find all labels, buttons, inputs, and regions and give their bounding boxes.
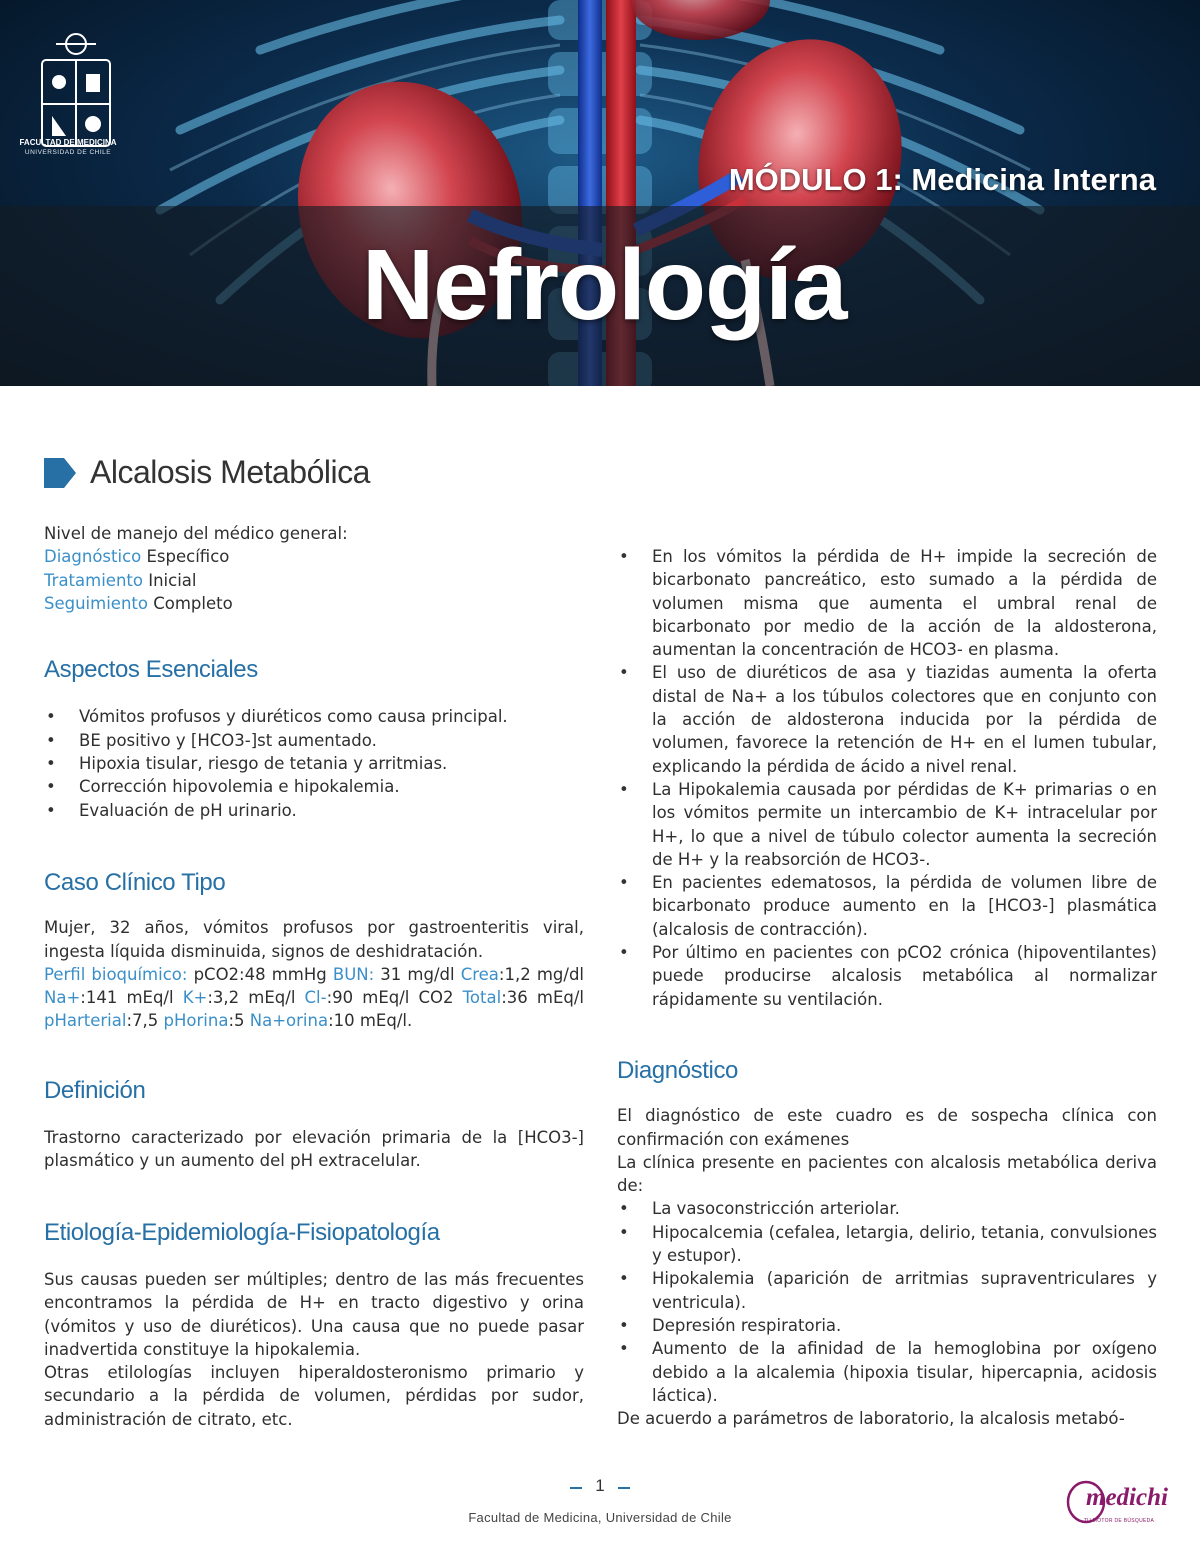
- module-label: MÓDULO 1: Medicina Interna: [728, 162, 1156, 197]
- diagnostico-p3: De acuerdo a parámetros de laboratorio, la alcalosis metabó-: [617, 1409, 1125, 1429]
- list-item: • Hipoxia tisular, riesgo de tetania y arritmias.: [44, 752, 584, 775]
- diagnostico-heading: Diagnóstico: [617, 1056, 739, 1084]
- medichi-tagline: TU MOTOR DE BÚSQUEDA: [1083, 1518, 1155, 1524]
- list-item: • Vómitos profusos y diuréticos como causa principal.: [44, 705, 584, 728]
- etiologia-list: [617, 545, 1157, 1011]
- right-column: [617, 522, 1157, 1430]
- manejo-row: Seguimiento Completo: [44, 593, 233, 613]
- definicion-heading: Definición: [44, 1076, 146, 1104]
- list-item: • Evaluación de pH urinario.: [44, 799, 584, 822]
- section-heading: [44, 454, 370, 491]
- medichi-brand: medichi: [1086, 1484, 1168, 1511]
- logo-text-faculty: FACULTAD DE MEDICINA: [19, 138, 117, 147]
- list-item: • La vasoconstricción arteriolar.: [617, 1197, 1157, 1220]
- aspectos-list: [44, 705, 584, 821]
- etiologia-p1: Sus causas pueden ser múltiples; dentro de las más frecuentes encontramos la pérdida de H+ en tracto digestivo y orina (vómitos y uso de diuréticos). Una causa que no puede pasar inadvertida constituye la hipokalemia.: [44, 1269, 584, 1359]
- diagnostico-p1: El diagnóstico de este cuadro es de sospecha clínica con confirmación con exámenes: [617, 1106, 1157, 1149]
- caso-heading: Caso Clínico Tipo: [44, 868, 226, 896]
- caso-text: Mujer, 32 años, vómitos profusos por gastroenteritis viral, ingesta líquida disminuida, signos de deshidratación.: [44, 918, 584, 961]
- caso-perfil: Perfil bioquímico: pCO2:48 mmHg BUN: 31 mg/dl Crea:1,2 mg/dl Na+:141 mEq/l K+:3,2 mEq/l Cl-:90 mEq/l CO2 Total:36 mEq/l pHarterial:7,5 pHorina:5 Na+orina:10 mEq/l.: [44, 964, 585, 1031]
- list-item: • Aumento de la afinidad de la hemoglobina por oxígeno debido a la alcalemia (hipoxia tisular, hipercapnia, acidosis láctica).: [617, 1337, 1157, 1407]
- page-number: 1: [564, 1476, 636, 1496]
- list-item: • Hipocalcemia (cefalea, letargia, delirio, tetania, convulsiones y estupor).: [617, 1221, 1157, 1268]
- left-column: [44, 522, 584, 1431]
- etiologia-heading: Etiología-Epidemiología-Fisiopatología: [44, 1218, 440, 1246]
- list-item: • Depresión respiratoria.: [617, 1314, 1157, 1337]
- list-item: • El uso de diuréticos de asa y tiazidas aumenta la oferta distal de Na+ a los túbulos colectores que en conjunto con la acción de aldosterona inducida por la pérdida de volumen, favorece la retención de H+ en el lumen tubular, explicando la pérdida de ácido a nivel renal.: [617, 661, 1157, 777]
- list-item: • La Hipokalemia causada por pérdidas de K+ primarias o en los vómitos permite un intercambio de K+ intracelular por H+, lo que a nivel de túbulo colector aumenta la secreción de H+ y la reabsorción de HCO3-.: [617, 778, 1157, 871]
- manejo-intro: Nivel de manejo del médico general:: [44, 524, 348, 543]
- list-item: • En pacientes edematosos, la pérdida de volumen libre de bicarbonato produce aumento en la [HCO3-] plasmática (alcalosis de contracción).: [617, 871, 1157, 941]
- footer-institution: Facultad de Medicina, Universidad de Chile: [468, 1510, 732, 1525]
- diagnostico-p2: La clínica presente en pacientes con alcalosis metabólica deriva de:: [617, 1152, 1157, 1196]
- list-item: • BE positivo y [HCO3-]st aumentado.: [44, 729, 584, 752]
- tag-arrow-icon: [44, 458, 76, 488]
- manejo-row: Tratamiento Inicial: [44, 570, 197, 590]
- section-heading-text: Alcalosis Metabólica: [90, 454, 370, 490]
- aspectos-heading: Aspectos Esenciales: [44, 656, 258, 684]
- list-item: • Hipokalemia (aparición de arritmias supraventriculares y ventricula).: [617, 1267, 1157, 1314]
- definicion-text: Trastorno caracterizado por elevación primaria de la [HCO3-] plasmático y un aumento del pH extracelular.: [44, 1128, 584, 1171]
- logo-text-university: UNIVERSIDAD DE CHILE: [24, 149, 112, 156]
- list-item: • En los vómitos la pérdida de H+ impide la secreción de bicarbonato pancreático, esto sumado a la pérdida de volumen misma que aumenta el umbral renal de bicarbonato por medio de la acción de la aldosterona, aumentan la concentración de HCO3- en plasma.: [617, 545, 1157, 661]
- list-item: • Corrección hipovolemia e hipokalemia.: [44, 775, 584, 798]
- diagnostico-list: [617, 1197, 1157, 1407]
- list-item: • Por último en pacientes con pCO2 crónica (hipoventilantes) puede producirse alcalosis metabólica al normalizar rápidamente su ventilación.: [617, 941, 1157, 1011]
- header-banner: [0, 0, 1200, 386]
- manejo-row: Diagnóstico Específico: [44, 547, 230, 567]
- page-title: Nefrología: [362, 229, 847, 341]
- etiologia-p2: Otras etilologías incluyen hiperaldosteronismo primario y secundario a la pérdida de volumen, pérdidas por sudor, administración de citrato, etc.: [44, 1363, 584, 1429]
